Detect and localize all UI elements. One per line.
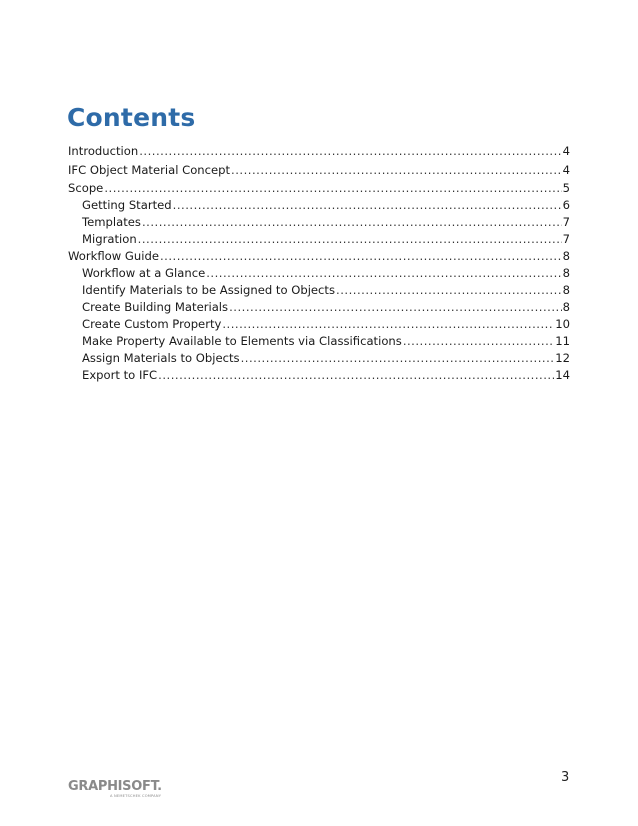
toc-page-number: 6 xyxy=(562,198,570,213)
toc-entry[interactable] xyxy=(68,180,570,197)
toc-dot-leader xyxy=(229,299,562,316)
toc-dot-leader xyxy=(158,367,554,384)
toc-entry[interactable] xyxy=(68,143,570,160)
toc-dot-leader xyxy=(139,143,561,160)
toc-dot-leader xyxy=(403,333,554,350)
logo-tagline: A NEMETSCHEK COMPANY xyxy=(110,794,162,798)
toc-entry-title: Workflow Guide xyxy=(68,249,159,264)
page-title: Contents xyxy=(67,103,196,132)
toc-dot-leader xyxy=(142,214,562,231)
toc-subentry[interactable] xyxy=(68,231,570,248)
toc-subentry[interactable] xyxy=(68,265,570,282)
toc-page-number: 5 xyxy=(562,181,570,196)
toc-entry-title: Getting Started xyxy=(82,198,172,213)
toc-page-number: 8 xyxy=(562,283,570,298)
toc-entry-title: Assign Materials to Objects xyxy=(82,351,240,366)
toc-page-number: 12 xyxy=(555,351,570,366)
toc-subentry[interactable] xyxy=(68,214,570,231)
toc-entry[interactable] xyxy=(68,162,570,179)
toc-entry-title: Make Property Available to Elements via Classifications xyxy=(82,334,402,349)
toc-entry-title: Export to IFC xyxy=(82,368,158,383)
toc-entry-title: Templates xyxy=(82,215,141,230)
toc-entry-title: Introduction xyxy=(68,144,139,158)
toc-page-number: 4 xyxy=(562,162,570,177)
toc-page-number: 7 xyxy=(562,232,570,247)
toc-dot-leader xyxy=(206,265,561,282)
toc-subentry[interactable] xyxy=(68,350,570,367)
toc-subentry[interactable] xyxy=(68,333,570,350)
toc-dot-leader xyxy=(160,248,562,265)
toc-subentry[interactable] xyxy=(68,197,570,214)
toc-page-number: 10 xyxy=(555,317,570,332)
toc-page-number: 8 xyxy=(562,300,570,315)
toc-subentry[interactable] xyxy=(68,299,570,316)
toc-dot-leader xyxy=(173,197,562,214)
toc-entry-title: Create Custom Property xyxy=(82,317,222,332)
toc-page-number: 14 xyxy=(555,368,570,383)
page-number: 3 xyxy=(561,770,570,785)
toc-dot-leader xyxy=(138,231,562,248)
toc-subentry[interactable] xyxy=(68,282,570,299)
toc-entry-title: Identify Materials to be Assigned to Objects xyxy=(82,283,336,298)
toc-dot-leader xyxy=(104,180,561,197)
toc-dot-leader xyxy=(241,350,555,367)
toc-page-number: 8 xyxy=(562,249,570,264)
graphisoft-logo xyxy=(68,780,168,802)
toc-dot-leader xyxy=(231,162,562,179)
toc-dot-leader xyxy=(222,316,554,333)
toc-page-number: 4 xyxy=(562,144,570,158)
toc-entry-title: Migration xyxy=(82,232,137,247)
toc-page-number: 8 xyxy=(562,266,570,281)
toc-page-number: 11 xyxy=(555,334,570,349)
toc-entry[interactable] xyxy=(68,248,570,265)
toc-entry-title: Workflow at a Glance xyxy=(82,266,206,281)
toc-subentry[interactable] xyxy=(68,316,570,333)
toc-subentry[interactable] xyxy=(68,367,570,384)
table-of-contents xyxy=(68,143,570,384)
toc-entry-title: Create Building Materials xyxy=(82,300,229,315)
toc-dot-leader xyxy=(336,282,562,299)
toc-entry-title: Scope xyxy=(68,181,104,196)
toc-entry-title: IFC Object Material Concept xyxy=(68,162,231,177)
toc-page-number: 7 xyxy=(562,215,570,230)
logo-wordmark: GRAPHISOFT. xyxy=(68,779,162,794)
